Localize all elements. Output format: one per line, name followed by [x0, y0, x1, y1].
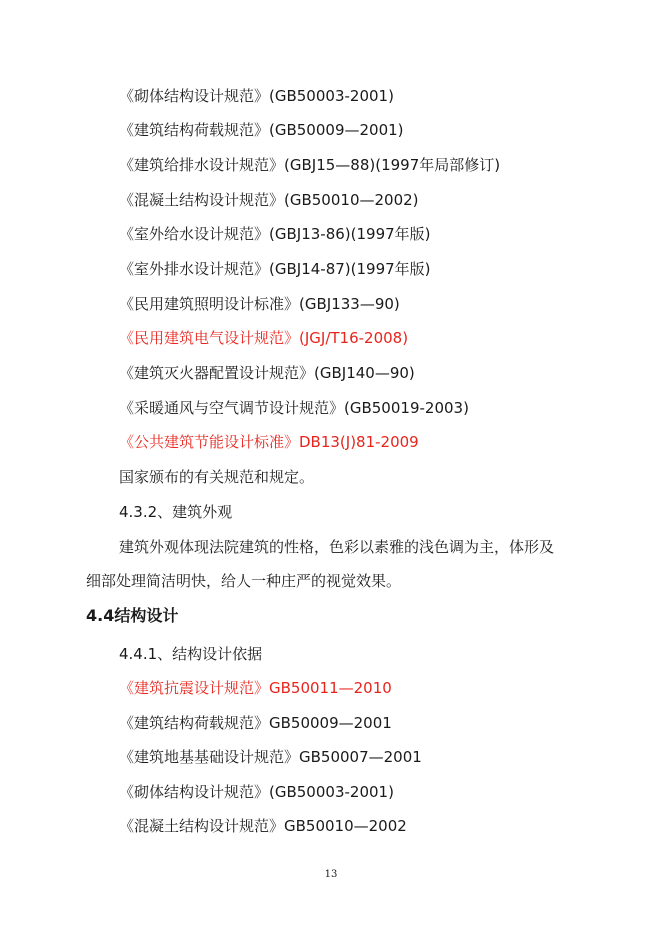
paragraph-line: 建筑外观体现法院建筑的性格，色彩以素雅的浅色调为主，体形及: [119, 538, 555, 556]
reference-item: 《砌体结构设计规范》(GB50003-2001): [119, 87, 394, 105]
reference-item-highlighted: 《民用建筑电气设计规范》(JGJ/T16-2008): [119, 329, 409, 347]
reference-note: 国家颁布的有关规范和规定。: [119, 468, 315, 486]
reference-item: 《建筑地基基础设计规范》GB50007—2001: [119, 748, 422, 766]
reference-item: 《建筑灭火器配置设计规范》(GBJ140—90): [119, 364, 415, 382]
reference-item: 《室外排水设计规范》(GBJ14-87)(1997年版): [119, 260, 431, 278]
reference-item: 《建筑结构荷载规范》(GB50009—2001): [119, 121, 404, 139]
reference-item-highlighted: 《公共建筑节能设计标准》DB13(J)81-2009: [119, 433, 419, 451]
section-title: 4.3.2、建筑外观: [119, 503, 233, 521]
reference-item: 《采暖通风与空气调节设计规范》(GB50019-2003): [119, 399, 469, 417]
subsection-title: 4.4.1、结构设计依据: [119, 645, 263, 663]
section-heading: 4.4结构设计: [86, 606, 179, 625]
reference-item: 《室外给水设计规范》(GBJ13-86)(1997年版): [119, 225, 431, 243]
paragraph-line: 细部处理简洁明快，给人一种庄严的视觉效果。: [86, 572, 402, 590]
reference-item: 《民用建筑照明设计标准》(GBJ133—90): [119, 295, 400, 313]
reference-item-highlighted: 《建筑抗震设计规范》GB50011—2010: [119, 679, 392, 697]
reference-item: 《砌体结构设计规范》(GB50003-2001): [119, 783, 394, 801]
page-number: 13: [324, 869, 338, 880]
reference-item: 《混凝土结构设计规范》GB50010—2002: [119, 817, 407, 835]
reference-item: 《建筑给排水设计规范》(GBJ15—88)(1997年局部修订): [119, 156, 501, 174]
reference-item: 《建筑结构荷载规范》GB50009—2001: [119, 714, 392, 732]
reference-item: 《混凝土结构设计规范》(GB50010—2002): [119, 191, 419, 209]
